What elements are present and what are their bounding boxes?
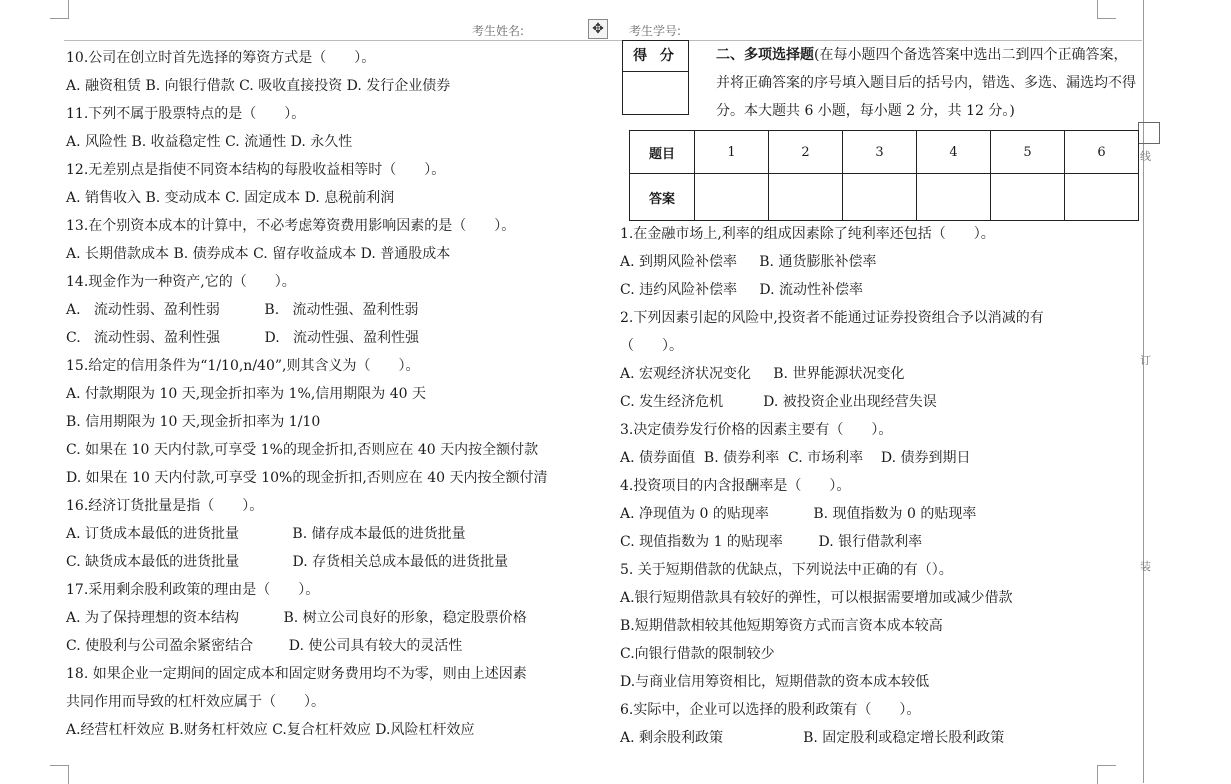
mc-question-2-options-cd: C. 发生经济危机 D. 被投资企业出现经营失误 (620, 394, 937, 410)
answer-table-number: 6 (1065, 131, 1139, 174)
mc-question-3-stem: 3.决定债券发行价格的因素主要有（ ）。 (620, 422, 893, 438)
student-name-label: 考生姓名: (472, 24, 525, 38)
mc-question-6-options-ab: A. 剩余股利政策 B. 固定股利或稳定增长股利政策 (620, 730, 1005, 746)
side-label-order: 订 (1140, 354, 1151, 367)
student-id-label: 考生学号: (629, 24, 682, 38)
question-15-option-a: A. 付款期限为 10 天,现金折扣率为 1%,信用期限为 40 天 (66, 386, 426, 402)
question-12-options: A. 销售收入 B. 变动成本 C. 固定成本 D. 息税前利润 (66, 190, 395, 206)
question-15-stem: 15.给定的信用条件为“1/10,n/40”,则其含义为（ ）。 (66, 358, 420, 374)
mc-question-5-option-d: D.与商业信用筹资相比，短期借款的资本成本较低 (620, 674, 930, 690)
question-13-options: A. 长期借款成本 B. 债券成本 C. 留存收益成本 D. 普通股成本 (66, 246, 451, 262)
answer-cell[interactable] (991, 174, 1065, 221)
mc-question-3-options: A. 债券面值 B. 债券利率 C. 市场利率 D. 债券到期日 (620, 450, 971, 466)
question-11-options: A. 风险性 B. 收益稳定性 C. 流通性 D. 永久性 (66, 134, 353, 150)
question-18-stem-line1: 18. 如果企业一定期间的固定成本和固定财务费用均不为零，则由上述因素 (66, 666, 527, 682)
binding-line (1143, 0, 1144, 783)
question-11-stem: 11.下列不属于股票特点的是（ ）。 (66, 106, 306, 122)
answer-cell[interactable] (769, 174, 843, 221)
side-label-line: 线 (1140, 150, 1151, 163)
mc-question-2-options-ab: A. 宏观经济状况变化 B. 世界能源状况变化 (620, 366, 905, 382)
answer-table-number: 3 (843, 131, 917, 174)
answer-table-header-item: 题目 (630, 131, 695, 174)
question-17-options-ab: A. 为了保持理想的资本结构 B. 树立公司良好的形象，稳定股票价格 (66, 610, 527, 626)
question-17-stem: 17.采用剩余股利政策的理由是（ ）。 (66, 582, 320, 598)
section-title: 二、多项选择题 (716, 47, 814, 63)
question-10-options: A. 融资租赁 B. 向银行借款 C. 吸收直接投资 D. 发行企业债券 (66, 78, 451, 94)
answer-cell[interactable] (843, 174, 917, 221)
score-label: 得 分 (623, 41, 688, 72)
mc-question-5-option-b: B.短期借款相较其他短期筹资方式而言资本成本较高 (620, 618, 943, 634)
mc-question-4-stem: 4.投资项目的内含报酬率是（ ）。 (620, 478, 851, 494)
mc-question-1-stem: 1.在金融市场上,利率的组成因素除了纯利率还包括（ ）。 (620, 226, 995, 242)
question-18-options: A.经营杠杆效应 B.财务杠杆效应 C.复合杠杆效应 D.风险杠杆效应 (66, 722, 475, 738)
question-13-stem: 13.在个别资本成本的计算中，不必考虑筹资费用影响因素的是（ ）。 (66, 218, 516, 234)
left-column-questions (66, 44, 566, 744)
question-17-options-cd: C. 使股利与公司盈余紧密结合 D. 使公司具有较大的灵活性 (66, 638, 463, 654)
mc-question-4-options-cd: C. 现值指数为 1 的贴现率 D. 银行借款利率 (620, 534, 923, 550)
section-heading (716, 41, 1136, 125)
mc-question-5-option-a: A.银行短期借款具有较好的弹性，可以根据需要增加或减少借款 (620, 590, 1013, 606)
question-15-option-b: B. 信用期限为 10 天,现金折扣率为 1/10 (66, 414, 321, 430)
section-instructions: (在每小题四个备选答案中选出二到四个正确答案，并将正确答案的序号填入题目后的括号内，错选、多选、漏选均不得分。本大题共 6 小题，每小题 2 分，共 12 分。) (716, 47, 1136, 119)
mc-question-2-stem-cont: （ ）。 (620, 338, 683, 354)
answer-cell[interactable] (917, 174, 991, 221)
crop-mark-bottom-right (1097, 765, 1116, 784)
table-move-handle-icon[interactable]: ✥ (588, 19, 608, 39)
answer-table-number-row (630, 131, 1139, 174)
answer-table-answer-row (630, 174, 1139, 221)
question-15-option-d: D. 如果在 10 天内付款,可享受 10%的现金折扣,否则应在 40 天内按全额付清 (66, 470, 548, 486)
crop-mark-top-right (1097, 0, 1116, 19)
answer-table-number: 2 (769, 131, 843, 174)
mc-question-5-option-c: C.向银行借款的限制较少 (620, 646, 775, 662)
mc-question-2-stem: 2.下列因素引起的风险中,投资者不能通过证券投资组合予以消减的有 (620, 310, 1044, 326)
answer-table (629, 130, 1139, 221)
question-14-stem: 14.现金作为一种资产,它的（ ）。 (66, 274, 296, 290)
crop-mark-top-left (50, 0, 69, 19)
question-12-stem: 12.无差别点是指使不同资本结构的每股收益相等时（ ）。 (66, 162, 446, 178)
question-10-stem: 10.公司在创立时首先选择的筹资方式是（ ）。 (66, 50, 376, 66)
question-14-options-cd: C. 流动性弱、盈利性强 D. 流动性强、盈利性强 (66, 330, 420, 346)
side-label-bind: 装 (1140, 560, 1151, 573)
answer-table-header-answer: 答案 (630, 174, 695, 221)
score-box (622, 40, 689, 115)
question-16-options-cd: C. 缺货成本最低的进货批量 D. 存货相关总成本最低的进货批量 (66, 554, 509, 570)
binding-checkbox[interactable] (1138, 122, 1160, 144)
answer-cell[interactable] (695, 174, 769, 221)
question-14-options-ab: A. 流动性弱、盈利性弱 B. 流动性强、盈利性弱 (66, 302, 419, 318)
answer-table-number: 1 (695, 131, 769, 174)
mc-question-4-options-ab: A. 净现值为 0 的贴现率 B. 现值指数为 0 的贴现率 (620, 506, 977, 522)
question-16-options-ab: A. 订货成本最低的进货批量 B. 储存成本最低的进货批量 (66, 526, 466, 542)
answer-cell[interactable] (1065, 174, 1139, 221)
mc-question-1-options-cd: C. 违约风险补偿率 D. 流动性补偿率 (620, 282, 863, 298)
answer-table-number: 4 (917, 131, 991, 174)
mc-question-5-stem: 5. 关于短期借款的优缺点，下列说法中正确的有（）。 (620, 562, 953, 578)
mc-question-6-stem: 6.实际中，企业可以选择的股利政策有（ ）。 (620, 702, 921, 718)
question-16-stem: 16.经济订货批量是指（ ）。 (66, 498, 264, 514)
answer-table-number: 5 (991, 131, 1065, 174)
mc-question-1-options-ab: A. 到期风险补偿率 B. 通货膨胀补偿率 (620, 254, 877, 270)
question-15-option-c: C. 如果在 10 天内付款,可享受 1%的现金折扣,否则应在 40 天内按全额付款 (66, 442, 539, 458)
right-column-questions (620, 220, 1130, 752)
crop-mark-bottom-left (50, 765, 69, 784)
question-18-stem-line2: 共同作用而导致的杠杆效应属于（ ）。 (66, 694, 325, 710)
